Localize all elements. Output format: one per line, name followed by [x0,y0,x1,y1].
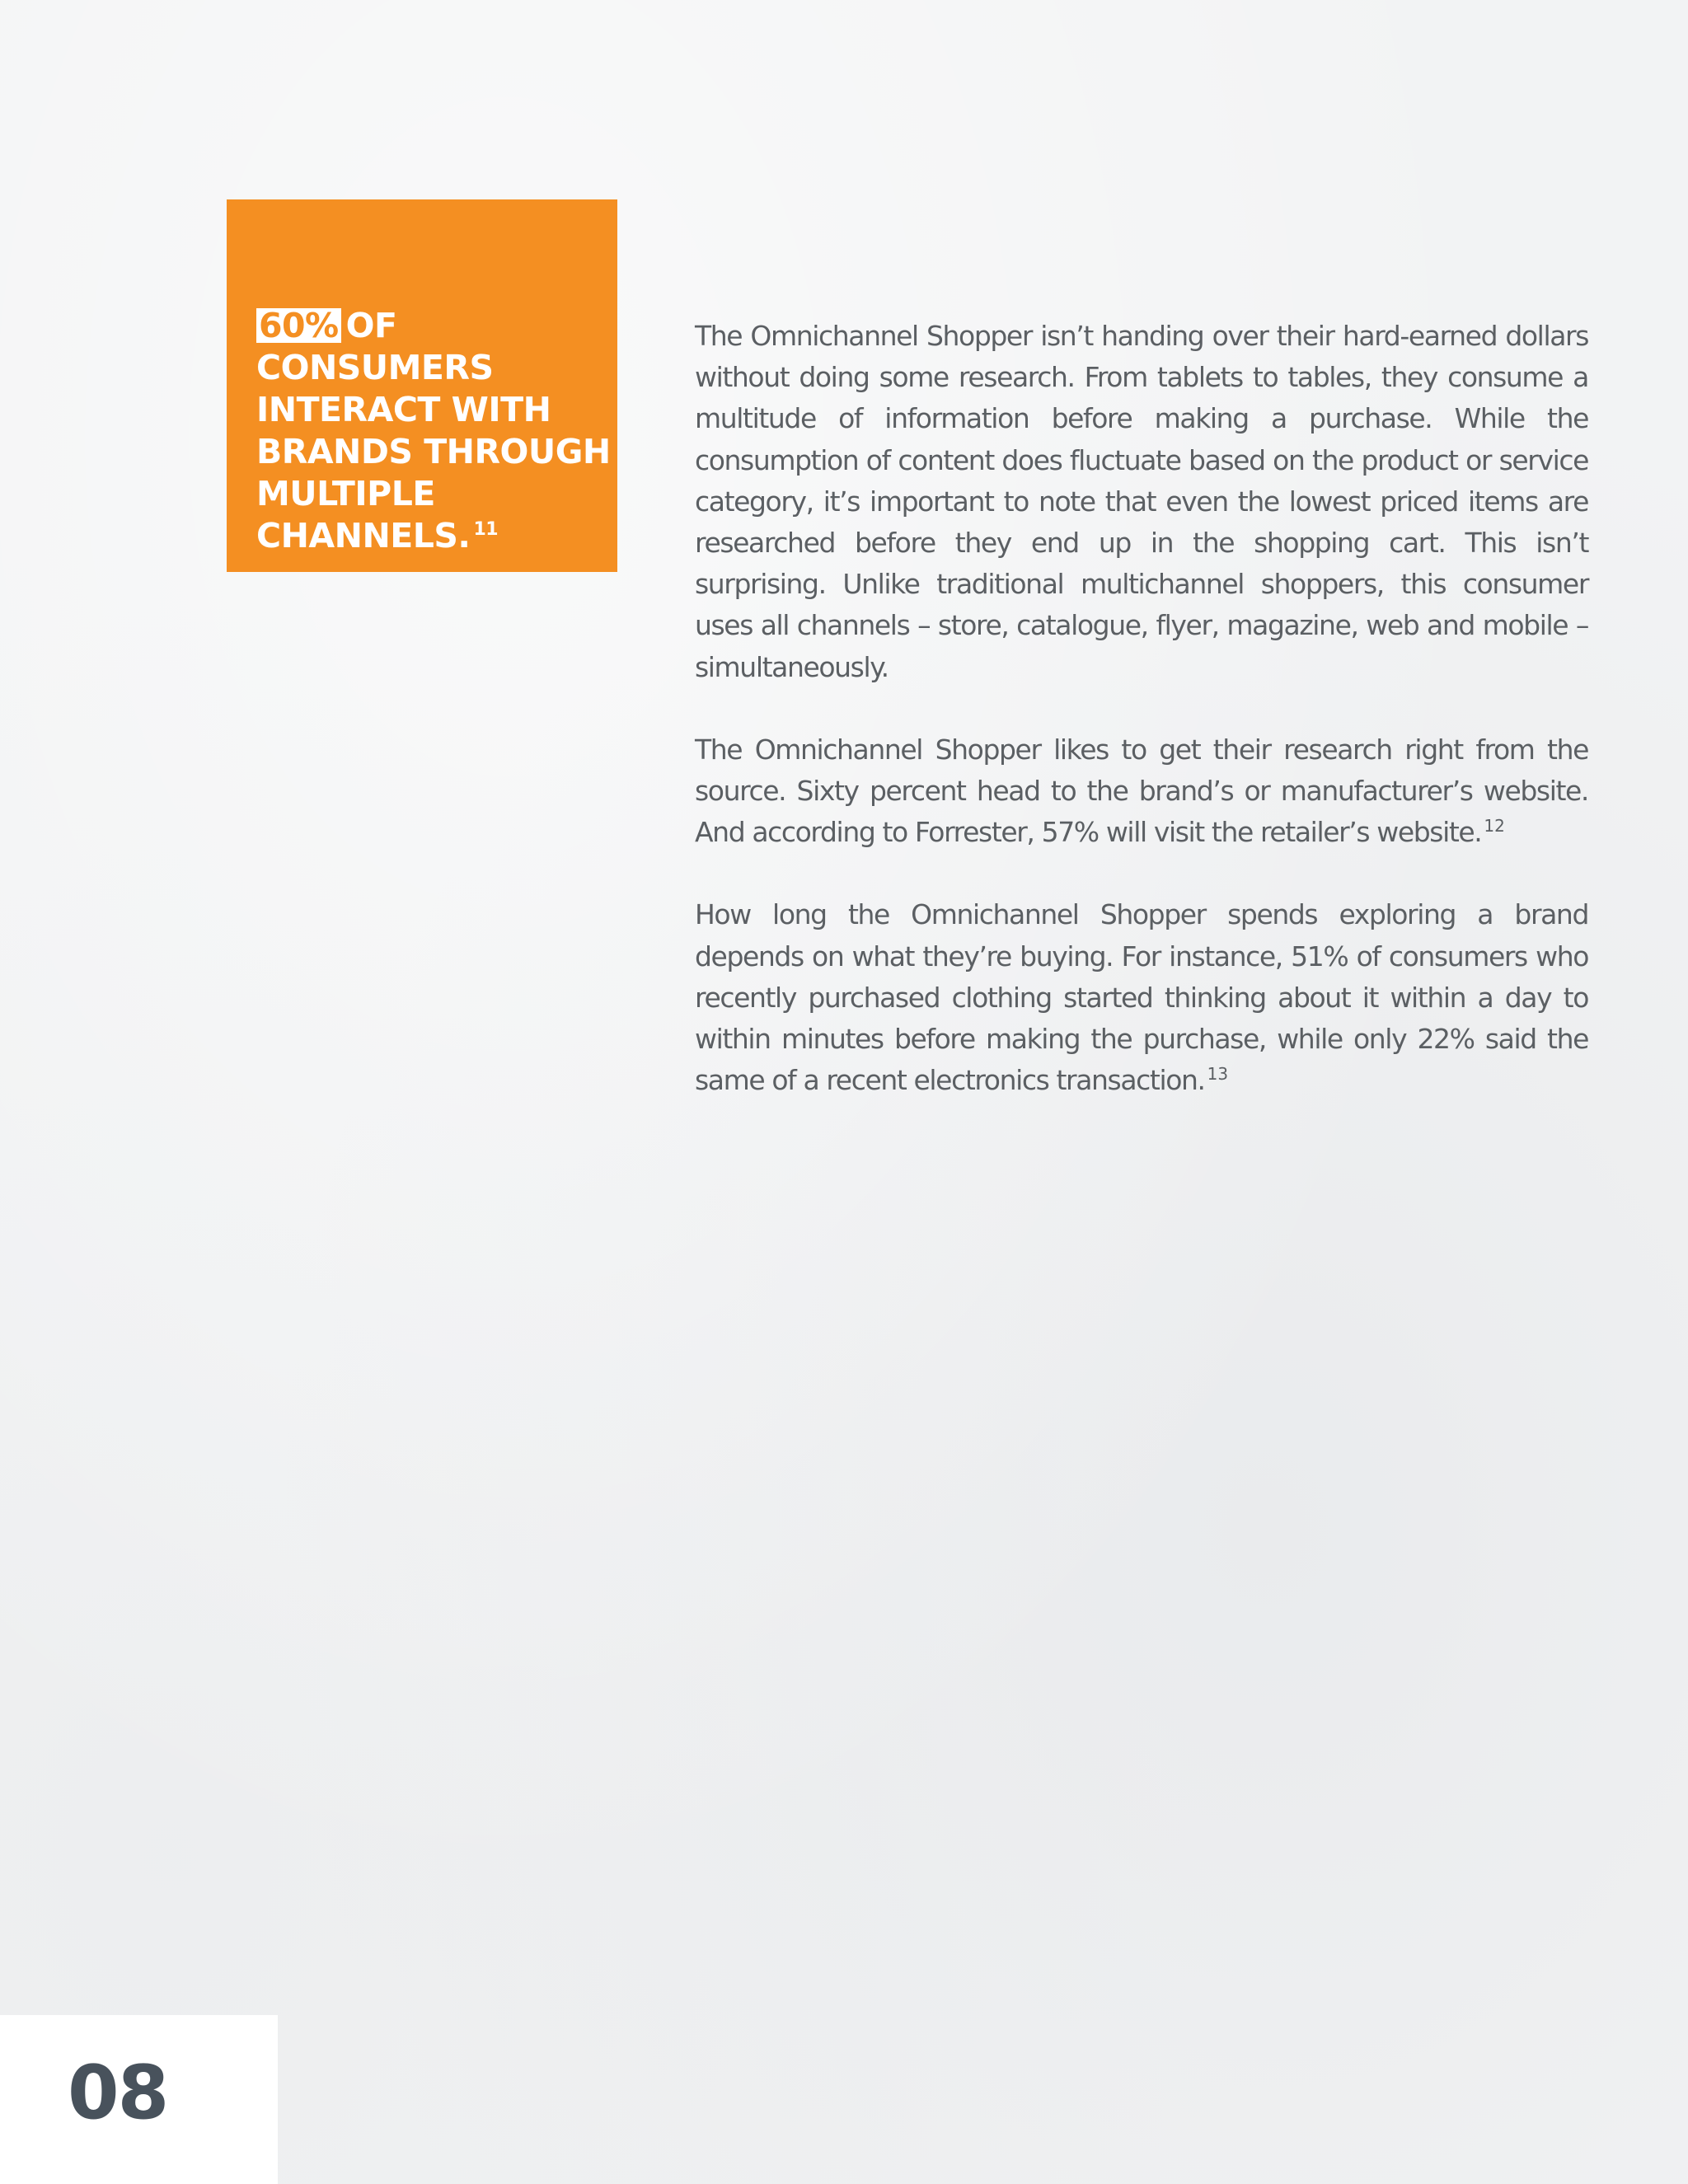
stat-callout-box [227,199,617,572]
paragraph-text: The Omnichannel Shopper likes to get their research right from the source. Sixty percent head to the brand’s or manufacturer’s website. And according to Forrester, 57% will visit the retailer’s website. [695,733,1588,849]
callout-line-5: MULTIPLE [256,474,435,513]
paragraph-1 [695,316,1588,688]
paragraph-text: The Omnichannel Shopper isn’t handing over their hard-earned dollars without doing some research. From tablets to tables, they consume a multitude of information before making a purchase. While the consumption of content does fluctuate based on the product or service category, it’s important to note that even the lowest priced items are researched before they end up in the shopping cart. This isn’t surprising. Unlike traditional multichannel shoppers, this consumer uses all channels – store, catalogue, flyer, magazine, web and mobile – simultaneously. [695,320,1588,683]
paragraph-text: How long the Omnichannel Shopper spends exploring a brand depends on what they’re buying. For instance, 51% of consumers who recently purchased clothing started thinking about it within a day to within minutes before making the purchase, while only 22% said the same of a recent electronics transaction. [695,898,1588,1097]
callout-line-2: CONSUMERS [256,348,494,387]
page-number: 08 [68,2050,168,2136]
paragraph-3 [695,894,1588,1101]
footnote-ref: 13 [1207,1064,1229,1085]
callout-highlight-stat: 60% [256,308,341,343]
body-text-column [695,316,1588,1142]
callout-text: CHANNELS. [256,516,471,555]
callout-line-6 [256,515,617,557]
callout-line-4: BRANDS THROUGH [256,432,611,471]
callout-text: OF [345,306,397,345]
paragraph-2 [695,729,1588,854]
callout-line-1 [256,305,617,347]
callout-line-3: INTERACT WITH [256,390,551,429]
page-number-box [0,2015,278,2184]
footnote-ref: 12 [1484,816,1505,837]
callout-footnote-ref: 11 [473,519,499,541]
